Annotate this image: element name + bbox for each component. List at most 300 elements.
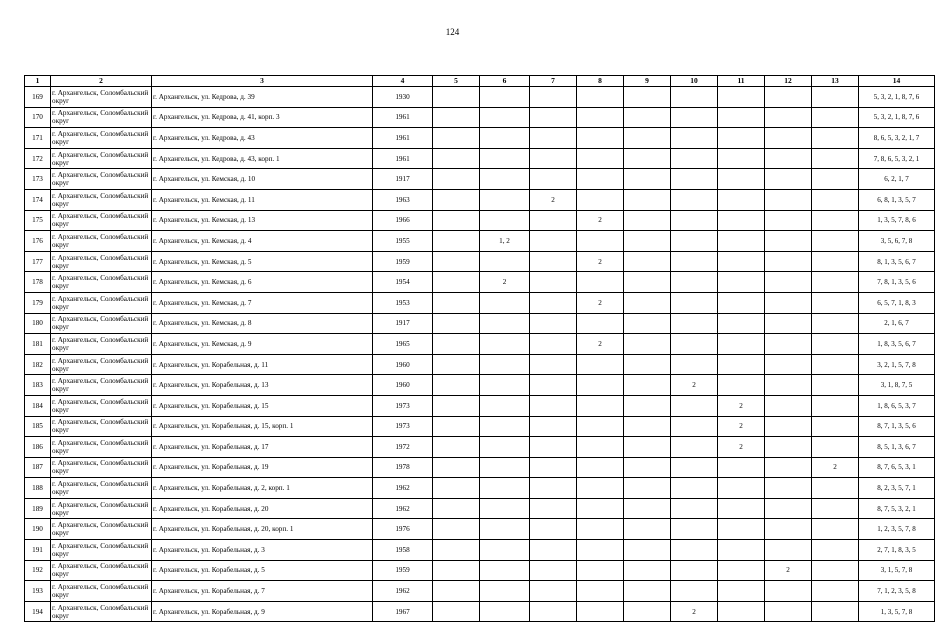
col6-cell	[480, 354, 530, 375]
col7-cell	[530, 128, 577, 149]
col14-cell: 1, 8, 3, 5, 6, 7	[859, 334, 935, 355]
col11-cell	[718, 231, 765, 252]
col9-cell	[624, 395, 671, 416]
table-row	[25, 292, 935, 313]
col5-cell	[433, 581, 480, 602]
col10-cell	[671, 313, 718, 334]
col12-cell	[765, 540, 812, 561]
col8-cell	[577, 313, 624, 334]
col9-cell	[624, 437, 671, 458]
col14-cell: 6, 8, 1, 3, 5, 7	[859, 189, 935, 210]
col10-cell	[671, 581, 718, 602]
col5-cell	[433, 231, 480, 252]
col5-cell	[433, 395, 480, 416]
col11-cell	[718, 272, 765, 293]
col12-cell	[765, 478, 812, 499]
col12-cell	[765, 87, 812, 108]
col13-cell	[812, 416, 859, 437]
row-number: 176	[25, 231, 51, 252]
col12-cell	[765, 601, 812, 622]
column-header: 10	[671, 76, 718, 87]
col6-cell	[480, 395, 530, 416]
row-number: 183	[25, 375, 51, 396]
district-cell: г. Архангельск, Соломбальский округ	[51, 169, 152, 190]
col14-cell: 8, 7, 6, 5, 3, 1	[859, 457, 935, 478]
address-cell: г. Архангельск, ул. Корабельная, д. 3	[152, 540, 373, 561]
col5-cell	[433, 457, 480, 478]
col8-cell	[577, 354, 624, 375]
col10-cell	[671, 107, 718, 128]
col11-cell	[718, 601, 765, 622]
row-number: 192	[25, 560, 51, 581]
col10-cell	[671, 540, 718, 561]
col8-cell	[577, 107, 624, 128]
col12-cell	[765, 457, 812, 478]
address-cell: г. Архангельск, ул. Кемская, д. 7	[152, 292, 373, 313]
col11-cell	[718, 519, 765, 540]
col8-cell	[577, 416, 624, 437]
col14-cell: 5, 3, 2, 1, 8, 7, 6	[859, 87, 935, 108]
col7-cell	[530, 148, 577, 169]
col14-cell: 8, 2, 3, 5, 7, 1	[859, 478, 935, 499]
col10-cell	[671, 498, 718, 519]
col7-cell	[530, 416, 577, 437]
col11-cell	[718, 189, 765, 210]
district-cell: г. Архангельск, Соломбальский округ	[51, 437, 152, 458]
year-cell: 1917	[373, 313, 433, 334]
col13-cell	[812, 354, 859, 375]
district-cell: г. Архангельск, Соломбальский округ	[51, 210, 152, 231]
address-cell: г. Архангельск, ул. Кемская, д. 11	[152, 189, 373, 210]
col8-cell	[577, 540, 624, 561]
col11-cell	[718, 478, 765, 499]
table-row	[25, 416, 935, 437]
col5-cell	[433, 128, 480, 149]
year-cell: 1973	[373, 416, 433, 437]
col14-cell: 6, 2, 1, 7	[859, 169, 935, 190]
address-cell: г. Архангельск, ул. Корабельная, д. 15, корп. 1	[152, 416, 373, 437]
col14-cell: 7, 8, 1, 3, 5, 6	[859, 272, 935, 293]
col11-cell	[718, 498, 765, 519]
col6-cell	[480, 416, 530, 437]
col5-cell	[433, 498, 480, 519]
col6-cell: 2	[480, 272, 530, 293]
col6-cell	[480, 601, 530, 622]
column-header: 14	[859, 76, 935, 87]
address-cell: г. Архангельск, ул. Корабельная, д. 2, корп. 1	[152, 478, 373, 499]
col5-cell	[433, 189, 480, 210]
row-number: 169	[25, 87, 51, 108]
year-cell: 1961	[373, 107, 433, 128]
col14-cell: 8, 6, 5, 3, 2, 1, 7	[859, 128, 935, 149]
col7-cell	[530, 375, 577, 396]
col6-cell	[480, 437, 530, 458]
col7-cell	[530, 601, 577, 622]
col9-cell	[624, 313, 671, 334]
col9-cell	[624, 87, 671, 108]
row-number: 178	[25, 272, 51, 293]
col10-cell	[671, 189, 718, 210]
col8-cell	[577, 581, 624, 602]
col9-cell	[624, 272, 671, 293]
col6-cell	[480, 519, 530, 540]
year-cell: 1961	[373, 128, 433, 149]
district-cell: г. Архангельск, Соломбальский округ	[51, 581, 152, 602]
col7-cell	[530, 437, 577, 458]
col11-cell: 2	[718, 416, 765, 437]
col10-cell	[671, 354, 718, 375]
district-cell: г. Архангельск, Соломбальский округ	[51, 416, 152, 437]
col5-cell	[433, 540, 480, 561]
col12-cell: 2	[765, 560, 812, 581]
col7-cell	[530, 313, 577, 334]
col9-cell	[624, 601, 671, 622]
address-cell: г. Архангельск, ул. Кемская, д. 9	[152, 334, 373, 355]
row-number: 184	[25, 395, 51, 416]
year-cell: 1962	[373, 581, 433, 602]
column-header: 9	[624, 76, 671, 87]
col8-cell	[577, 601, 624, 622]
address-cell: г. Архангельск, ул. Корабельная, д. 15	[152, 395, 373, 416]
col13-cell	[812, 334, 859, 355]
col12-cell	[765, 416, 812, 437]
col11-cell	[718, 148, 765, 169]
table-row	[25, 437, 935, 458]
col11-cell	[718, 457, 765, 478]
table-row	[25, 169, 935, 190]
table-row	[25, 334, 935, 355]
col5-cell	[433, 334, 480, 355]
address-cell: г. Архангельск, ул. Кемская, д. 5	[152, 251, 373, 272]
table-row	[25, 251, 935, 272]
col7-cell	[530, 478, 577, 499]
col10-cell	[671, 251, 718, 272]
col14-cell: 1, 3, 5, 7, 8	[859, 601, 935, 622]
col10-cell	[671, 416, 718, 437]
table-row	[25, 231, 935, 252]
col10-cell	[671, 334, 718, 355]
col6-cell	[480, 560, 530, 581]
col11-cell	[718, 128, 765, 149]
col13-cell	[812, 560, 859, 581]
col6-cell	[480, 581, 530, 602]
col7-cell	[530, 498, 577, 519]
col5-cell	[433, 416, 480, 437]
col10-cell	[671, 437, 718, 458]
table-row	[25, 87, 935, 108]
col5-cell	[433, 107, 480, 128]
col12-cell	[765, 189, 812, 210]
col6-cell	[480, 334, 530, 355]
col5-cell	[433, 87, 480, 108]
district-cell: г. Архангельск, Соломбальский округ	[51, 375, 152, 396]
table-row	[25, 189, 935, 210]
col9-cell	[624, 148, 671, 169]
col6-cell	[480, 313, 530, 334]
col12-cell	[765, 231, 812, 252]
col11-cell	[718, 540, 765, 561]
col13-cell	[812, 581, 859, 602]
district-cell: г. Архангельск, Соломбальский округ	[51, 87, 152, 108]
col6-cell	[480, 128, 530, 149]
col13-cell	[812, 437, 859, 458]
col11-cell	[718, 354, 765, 375]
col10-cell	[671, 87, 718, 108]
col7-cell	[530, 251, 577, 272]
table-row	[25, 498, 935, 519]
year-cell: 1954	[373, 272, 433, 293]
row-number: 186	[25, 437, 51, 458]
year-cell: 1960	[373, 375, 433, 396]
year-cell: 1960	[373, 354, 433, 375]
year-cell: 1962	[373, 478, 433, 499]
col12-cell	[765, 128, 812, 149]
col7-cell	[530, 107, 577, 128]
col11-cell	[718, 87, 765, 108]
table-row	[25, 395, 935, 416]
col8-cell	[577, 457, 624, 478]
col13-cell	[812, 87, 859, 108]
col11-cell	[718, 292, 765, 313]
table-row	[25, 375, 935, 396]
year-cell: 1965	[373, 334, 433, 355]
col12-cell	[765, 272, 812, 293]
row-number: 189	[25, 498, 51, 519]
col10-cell	[671, 560, 718, 581]
year-cell: 1973	[373, 395, 433, 416]
col11-cell	[718, 581, 765, 602]
col9-cell	[624, 251, 671, 272]
col6-cell	[480, 375, 530, 396]
col12-cell	[765, 313, 812, 334]
col12-cell	[765, 581, 812, 602]
col11-cell	[718, 251, 765, 272]
district-cell: г. Архангельск, Соломбальский округ	[51, 498, 152, 519]
row-number: 182	[25, 354, 51, 375]
col14-cell: 3, 1, 8, 7, 5	[859, 375, 935, 396]
district-cell: г. Архангельск, Соломбальский округ	[51, 292, 152, 313]
col7-cell	[530, 210, 577, 231]
address-cell: г. Архангельск, ул. Кедрова, д. 43, корп. 1	[152, 148, 373, 169]
district-cell: г. Архангельск, Соломбальский округ	[51, 334, 152, 355]
col10-cell: 2	[671, 601, 718, 622]
col13-cell	[812, 601, 859, 622]
col8-cell	[577, 478, 624, 499]
col14-cell: 3, 1, 5, 7, 8	[859, 560, 935, 581]
row-number: 170	[25, 107, 51, 128]
col13-cell	[812, 189, 859, 210]
year-cell: 1966	[373, 210, 433, 231]
year-cell: 1953	[373, 292, 433, 313]
col9-cell	[624, 292, 671, 313]
row-number: 171	[25, 128, 51, 149]
col8-cell: 2	[577, 334, 624, 355]
col12-cell	[765, 210, 812, 231]
col5-cell	[433, 148, 480, 169]
col6-cell	[480, 189, 530, 210]
district-cell: г. Архангельск, Соломбальский округ	[51, 128, 152, 149]
col9-cell	[624, 457, 671, 478]
col13-cell	[812, 498, 859, 519]
table-row	[25, 148, 935, 169]
col10-cell	[671, 519, 718, 540]
col6-cell	[480, 498, 530, 519]
district-cell: г. Архангельск, Соломбальский округ	[51, 478, 152, 499]
col9-cell	[624, 478, 671, 499]
col10-cell	[671, 169, 718, 190]
col5-cell	[433, 292, 480, 313]
col12-cell	[765, 354, 812, 375]
col13-cell	[812, 251, 859, 272]
col10-cell	[671, 457, 718, 478]
column-header: 7	[530, 76, 577, 87]
row-number: 180	[25, 313, 51, 334]
col9-cell	[624, 540, 671, 561]
col14-cell: 1, 3, 5, 7, 8, 6	[859, 210, 935, 231]
col13-cell	[812, 313, 859, 334]
col9-cell	[624, 354, 671, 375]
address-cell: г. Архангельск, ул. Корабельная, д. 9	[152, 601, 373, 622]
col9-cell	[624, 189, 671, 210]
address-cell: г. Архангельск, ул. Кемская, д. 4	[152, 231, 373, 252]
col6-cell	[480, 540, 530, 561]
col11-cell	[718, 334, 765, 355]
col7-cell	[530, 87, 577, 108]
row-number: 173	[25, 169, 51, 190]
col13-cell	[812, 395, 859, 416]
address-cell: г. Архангельск, ул. Кедрова, д. 39	[152, 87, 373, 108]
col6-cell	[480, 210, 530, 231]
table-row	[25, 560, 935, 581]
col9-cell	[624, 519, 671, 540]
col13-cell	[812, 375, 859, 396]
col6-cell	[480, 478, 530, 499]
col9-cell	[624, 416, 671, 437]
col12-cell	[765, 251, 812, 272]
year-cell: 1963	[373, 189, 433, 210]
year-cell: 1972	[373, 437, 433, 458]
col5-cell	[433, 478, 480, 499]
col12-cell	[765, 395, 812, 416]
col10-cell	[671, 148, 718, 169]
col12-cell	[765, 148, 812, 169]
col13-cell	[812, 169, 859, 190]
col9-cell	[624, 210, 671, 231]
table-row	[25, 272, 935, 293]
column-header: 1	[25, 76, 51, 87]
col13-cell	[812, 478, 859, 499]
col10-cell	[671, 395, 718, 416]
col10-cell	[671, 292, 718, 313]
col14-cell: 8, 7, 5, 3, 2, 1	[859, 498, 935, 519]
col10-cell	[671, 128, 718, 149]
year-cell: 1962	[373, 498, 433, 519]
year-cell: 1959	[373, 251, 433, 272]
column-header: 4	[373, 76, 433, 87]
col8-cell	[577, 395, 624, 416]
col13-cell	[812, 210, 859, 231]
year-cell: 1958	[373, 540, 433, 561]
col12-cell	[765, 437, 812, 458]
col8-cell	[577, 231, 624, 252]
col8-cell	[577, 437, 624, 458]
col7-cell	[530, 334, 577, 355]
column-header: 12	[765, 76, 812, 87]
address-cell: г. Архангельск, ул. Корабельная, д. 17	[152, 437, 373, 458]
col7-cell	[530, 292, 577, 313]
address-cell: г. Архангельск, ул. Корабельная, д. 20	[152, 498, 373, 519]
address-cell: г. Архангельск, ул. Кемская, д. 6	[152, 272, 373, 293]
row-number: 194	[25, 601, 51, 622]
address-cell: г. Архангельск, ул. Корабельная, д. 5	[152, 560, 373, 581]
col12-cell	[765, 498, 812, 519]
address-cell: г. Архангельск, ул. Кемская, д. 13	[152, 210, 373, 231]
year-cell: 1955	[373, 231, 433, 252]
col5-cell	[433, 601, 480, 622]
row-number: 191	[25, 540, 51, 561]
col11-cell	[718, 560, 765, 581]
col5-cell	[433, 519, 480, 540]
col9-cell	[624, 375, 671, 396]
col10-cell	[671, 231, 718, 252]
district-cell: г. Архангельск, Соломбальский округ	[51, 457, 152, 478]
column-header: 2	[51, 76, 152, 87]
col11-cell	[718, 210, 765, 231]
col8-cell	[577, 560, 624, 581]
col6-cell	[480, 87, 530, 108]
col13-cell	[812, 540, 859, 561]
address-cell: г. Архангельск, ул. Кемская, д. 8	[152, 313, 373, 334]
address-cell: г. Архангельск, ул. Кедрова, д. 43	[152, 128, 373, 149]
year-cell: 1959	[373, 560, 433, 581]
col6-cell	[480, 251, 530, 272]
col8-cell	[577, 128, 624, 149]
district-cell: г. Архангельск, Соломбальский округ	[51, 601, 152, 622]
col11-cell	[718, 169, 765, 190]
col5-cell	[433, 375, 480, 396]
col9-cell	[624, 334, 671, 355]
col8-cell	[577, 498, 624, 519]
col14-cell: 3, 5, 6, 7, 8	[859, 231, 935, 252]
col5-cell	[433, 251, 480, 272]
district-cell: г. Архангельск, Соломбальский округ	[51, 540, 152, 561]
col14-cell: 7, 1, 2, 3, 5, 8	[859, 581, 935, 602]
col11-cell	[718, 313, 765, 334]
col8-cell	[577, 519, 624, 540]
col7-cell	[530, 560, 577, 581]
col7-cell: 2	[530, 189, 577, 210]
col13-cell	[812, 128, 859, 149]
col14-cell: 8, 1, 3, 5, 6, 7	[859, 251, 935, 272]
col14-cell: 1, 2, 3, 5, 7, 8	[859, 519, 935, 540]
column-header: 11	[718, 76, 765, 87]
year-cell: 1978	[373, 457, 433, 478]
col7-cell	[530, 540, 577, 561]
col6-cell	[480, 107, 530, 128]
col8-cell: 2	[577, 292, 624, 313]
row-number: 175	[25, 210, 51, 231]
col14-cell: 1, 8, 6, 5, 3, 7	[859, 395, 935, 416]
row-number: 188	[25, 478, 51, 499]
col14-cell: 3, 2, 1, 5, 7, 8	[859, 354, 935, 375]
table-row	[25, 313, 935, 334]
row-number: 190	[25, 519, 51, 540]
col7-cell	[530, 272, 577, 293]
col10-cell	[671, 210, 718, 231]
column-header: 8	[577, 76, 624, 87]
col8-cell	[577, 87, 624, 108]
table-row	[25, 581, 935, 602]
